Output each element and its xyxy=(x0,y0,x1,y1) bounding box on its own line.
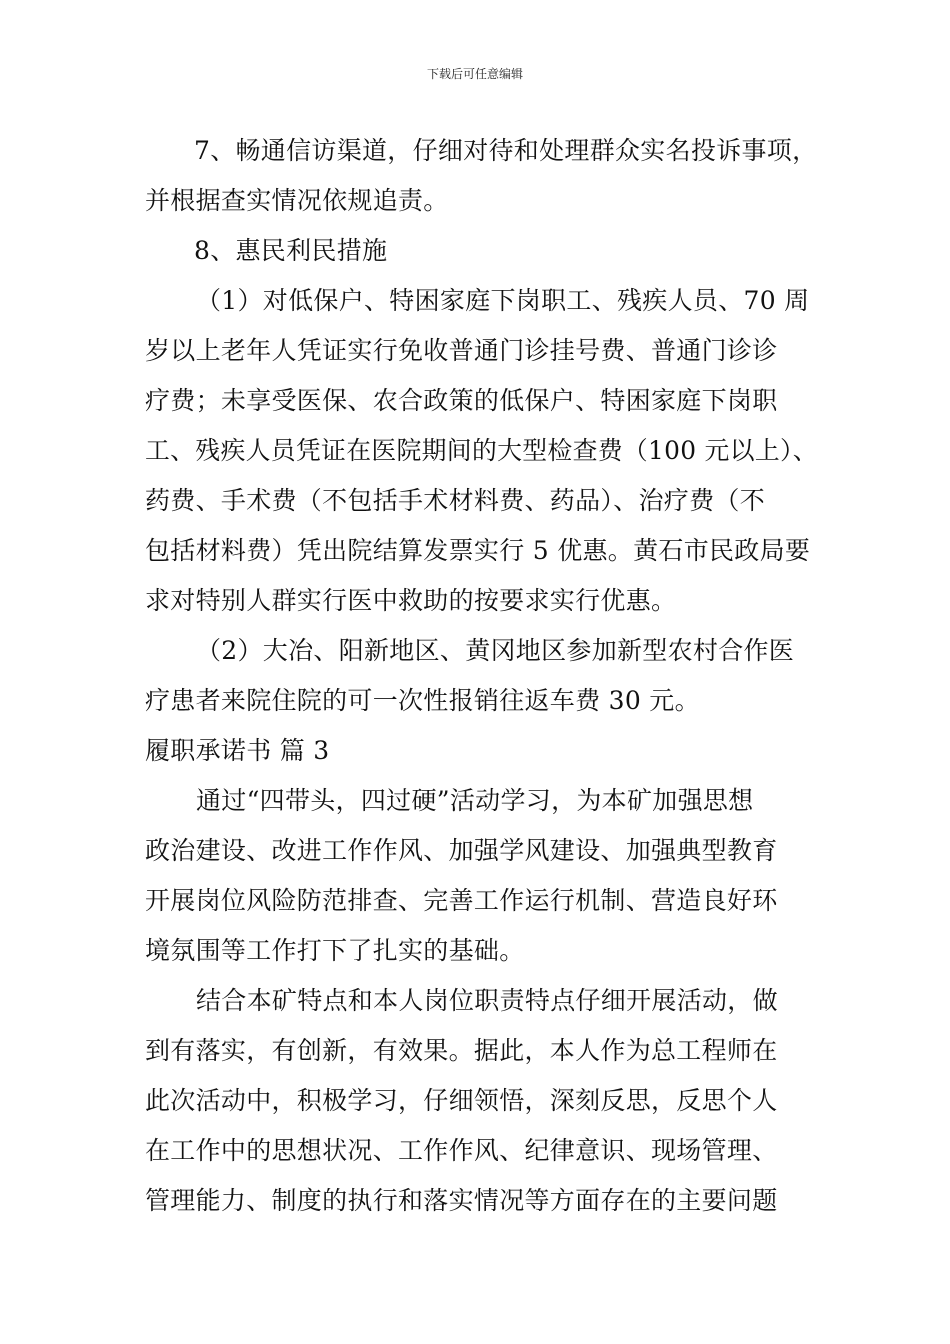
body-line: 求对特别人群实行医中救助的按要求实行优惠。 xyxy=(145,586,677,615)
page-header: 下载后可任意编辑 xyxy=(426,67,523,81)
body-line: （2）大冶、阳新地区、黄冈地区参加新型农村合作医 xyxy=(196,636,795,665)
body-line: 此次活动中，积极学习，仔细领悟，深刻反思，反思个人 xyxy=(145,1086,778,1115)
body-line: 工、残疾人员凭证在医院期间的大型检查费（100 元以上）、 xyxy=(145,436,818,465)
body-line: （1）对低保户、特困家庭下岗职工、残疾人员、70 周 xyxy=(196,286,810,315)
body-line: 岁以上老年人凭证实行免收普通门诊挂号费、普通门诊诊 xyxy=(145,336,778,365)
body-line: 到有落实，有创新，有效果。据此，本人作为总工程师在 xyxy=(145,1036,778,1065)
body-line: 疗费；未享受医保、农合政策的低保户、特困家庭下岗职 xyxy=(145,386,778,415)
body-line: 境氛围等工作打下了扎实的基础。 xyxy=(145,936,525,965)
body-line: 药费、手术费（不包括手术材料费、药品）、治疗费（不 xyxy=(145,486,766,515)
section-heading: 履职承诺书 篇 3 xyxy=(145,736,330,765)
body-line: 疗患者来院住院的可一次性报销往返车费 30 元。 xyxy=(145,686,700,715)
body-line: 8、惠民利民措施 xyxy=(194,236,388,265)
body-line: 开展岗位风险防范排查、完善工作运行机制、营造良好环 xyxy=(145,886,778,915)
body-line: 并根据查实情况依规追责。 xyxy=(145,186,449,215)
body-line: 7、畅通信访渠道，仔细对待和处理群众实名投诉事项， xyxy=(194,136,818,165)
body-line: 管理能力、制度的执行和落实情况等方面存在的主要问题 xyxy=(145,1186,778,1215)
body-line: 通过“四带头，四过硬”活动学习，为本矿加强思想 xyxy=(196,786,754,815)
body-line: 政治建设、改进工作作风、加强学风建设、加强典型教育 xyxy=(145,836,778,865)
body-line: 包括材料费）凭出院结算发票实行 5 优惠。黄石市民政局要 xyxy=(145,536,811,565)
body-line: 在工作中的思想状况、工作作风、纪律意识、现场管理、 xyxy=(145,1136,778,1165)
body-line: 结合本矿特点和本人岗位职责特点仔细开展活动，做 xyxy=(196,986,778,1015)
